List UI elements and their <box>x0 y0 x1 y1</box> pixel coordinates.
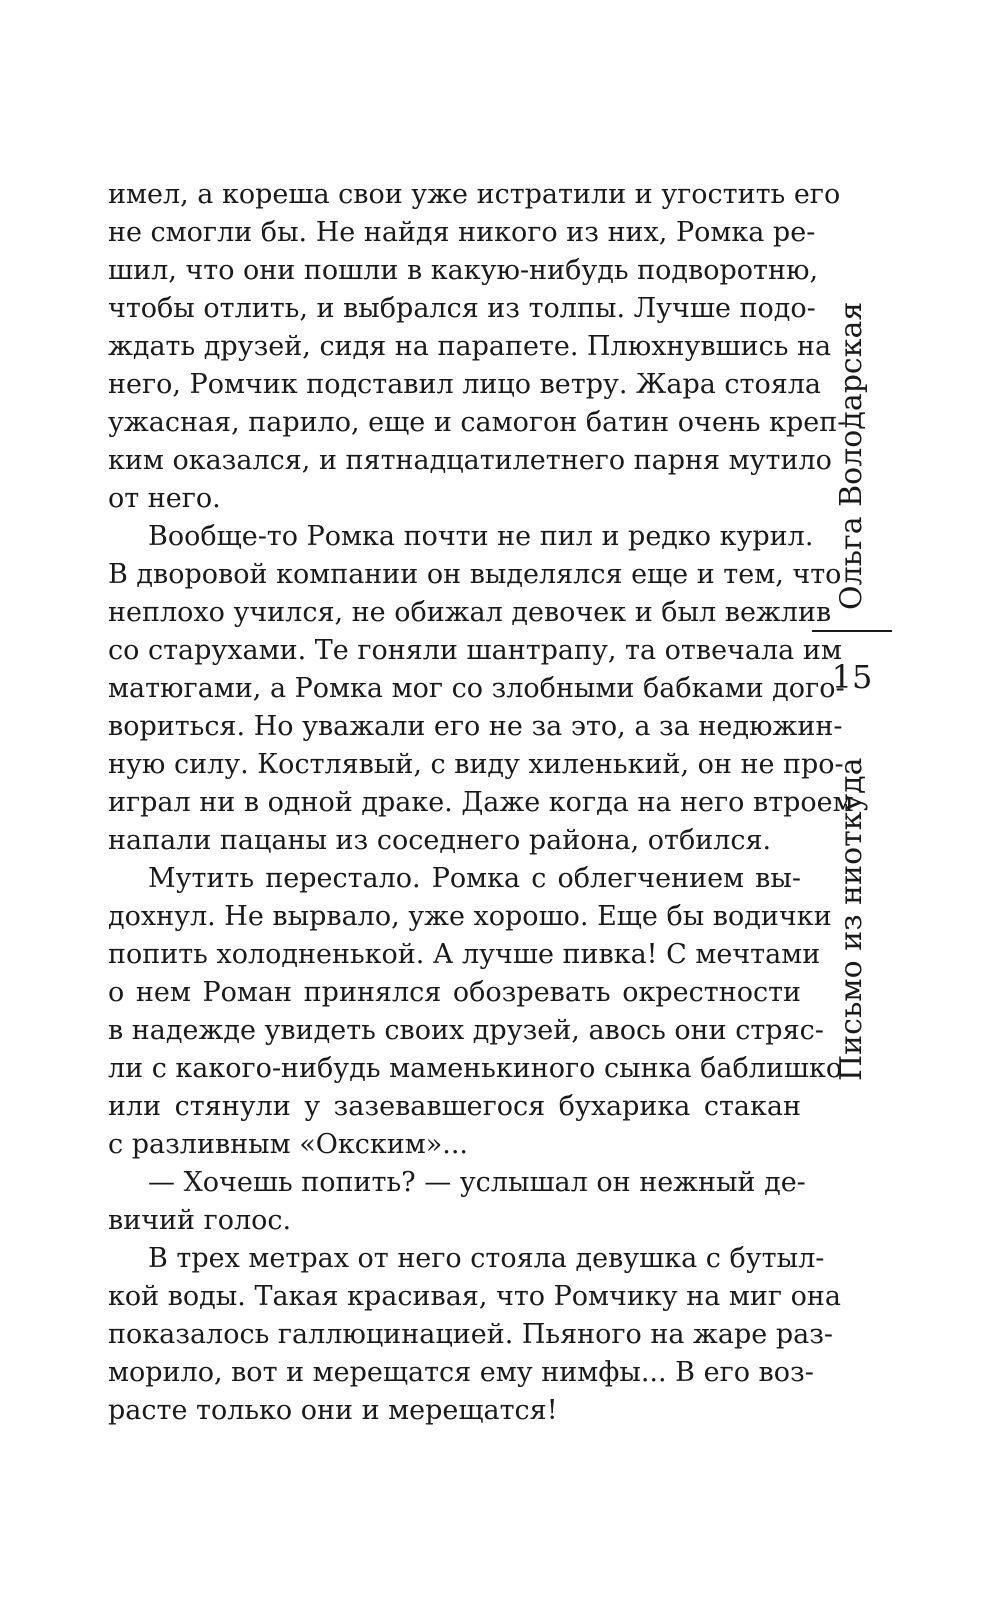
text-line: со старухами. Те гоняли шантрапу, та отвечала им <box>108 635 842 666</box>
text-line: дохнул. Не вырвало, уже хорошо. Еще бы водички <box>108 901 832 932</box>
text-line: шил, что они пошли в какую-нибудь подворотню, <box>108 255 819 286</box>
text-line: ную силу. Костлявый, с виду хиленький, он не про- <box>108 749 844 780</box>
text-line: морило, вот и мерещатся ему нимфы... В его воз- <box>108 1357 814 1388</box>
text-line: попить холодненькой. А лучше пивка! С мечтами <box>108 939 821 970</box>
text-line: в надежде увидеть своих друзей, авось они стряс- <box>108 1015 824 1046</box>
text-line: показалось галлюцинацией. Пьяного на жаре раз- <box>108 1319 834 1350</box>
running-head-divider <box>812 630 892 632</box>
text-line: неплохо учился, не обижал девочек и был вежлив <box>108 597 832 628</box>
text-line: В дворовой компании он выделялся еще и тем, что <box>108 559 842 590</box>
text-line: с разливным «Окским»... <box>108 1129 469 1160</box>
running-head <box>822 301 882 1082</box>
page-number: 15 <box>831 658 873 696</box>
text-line: кой воды. Такая красивая, что Ромчику на миг она <box>108 1281 841 1312</box>
text-line: него, Ромчик подставил лицо ветру. Жара стояла <box>108 369 822 400</box>
running-head-title: Письмо из ниоткуда <box>834 757 869 1081</box>
text-line: расте только они и мерещатся! <box>108 1395 558 1426</box>
running-head-author: Ольга Володарская <box>834 301 869 610</box>
text-line: ли с какого-нибудь маменькиного сынка баблишко <box>108 1053 843 1084</box>
text-line: играл ни в одной драке. Даже когда на него втроем <box>108 787 854 818</box>
text-line: — Хочешь попить? — услышал он нежный де- <box>148 1167 806 1198</box>
text-line: имел, а кореша свои уже истратили и угостить его <box>108 179 841 210</box>
text-line: чтобы отлить, и выбрался из толпы. Лучше подо- <box>108 293 816 324</box>
text-line: ждать друзей, сидя на парапете. Плюхнувшись на <box>108 331 832 362</box>
text-line: или стянули у зазевавшегося бухарика стакан <box>108 1091 801 1122</box>
text-line: В трех метрах от него стояла девушка с бутыл- <box>148 1243 825 1274</box>
text-line: от него. <box>108 483 221 514</box>
text-line: напали пацаны из соседнего района, отбился. <box>108 825 772 856</box>
text-line: вориться. Но уважали его не за это, а за недюжин- <box>108 711 843 742</box>
text-line: ужасная, парило, еще и самогон батин очень креп- <box>108 407 847 438</box>
text-line: не смогли бы. Не найдя никого из них, Ромка ре- <box>108 217 816 248</box>
text-line: Вообще-то Ромка почти не пил и редко курил. <box>148 521 814 552</box>
text-line: вичий голос. <box>108 1205 292 1236</box>
text-line: матюгами, а Ромка мог со злобными бабками дого- <box>108 673 845 704</box>
text-line: Мутить перестало. Ромка с облегчением вы- <box>148 863 801 894</box>
text-line: ким оказался, и пятнадцатилетнего парня мутило <box>108 445 832 476</box>
text-line: о нем Роман принялся обозревать окрестности <box>108 977 801 1008</box>
